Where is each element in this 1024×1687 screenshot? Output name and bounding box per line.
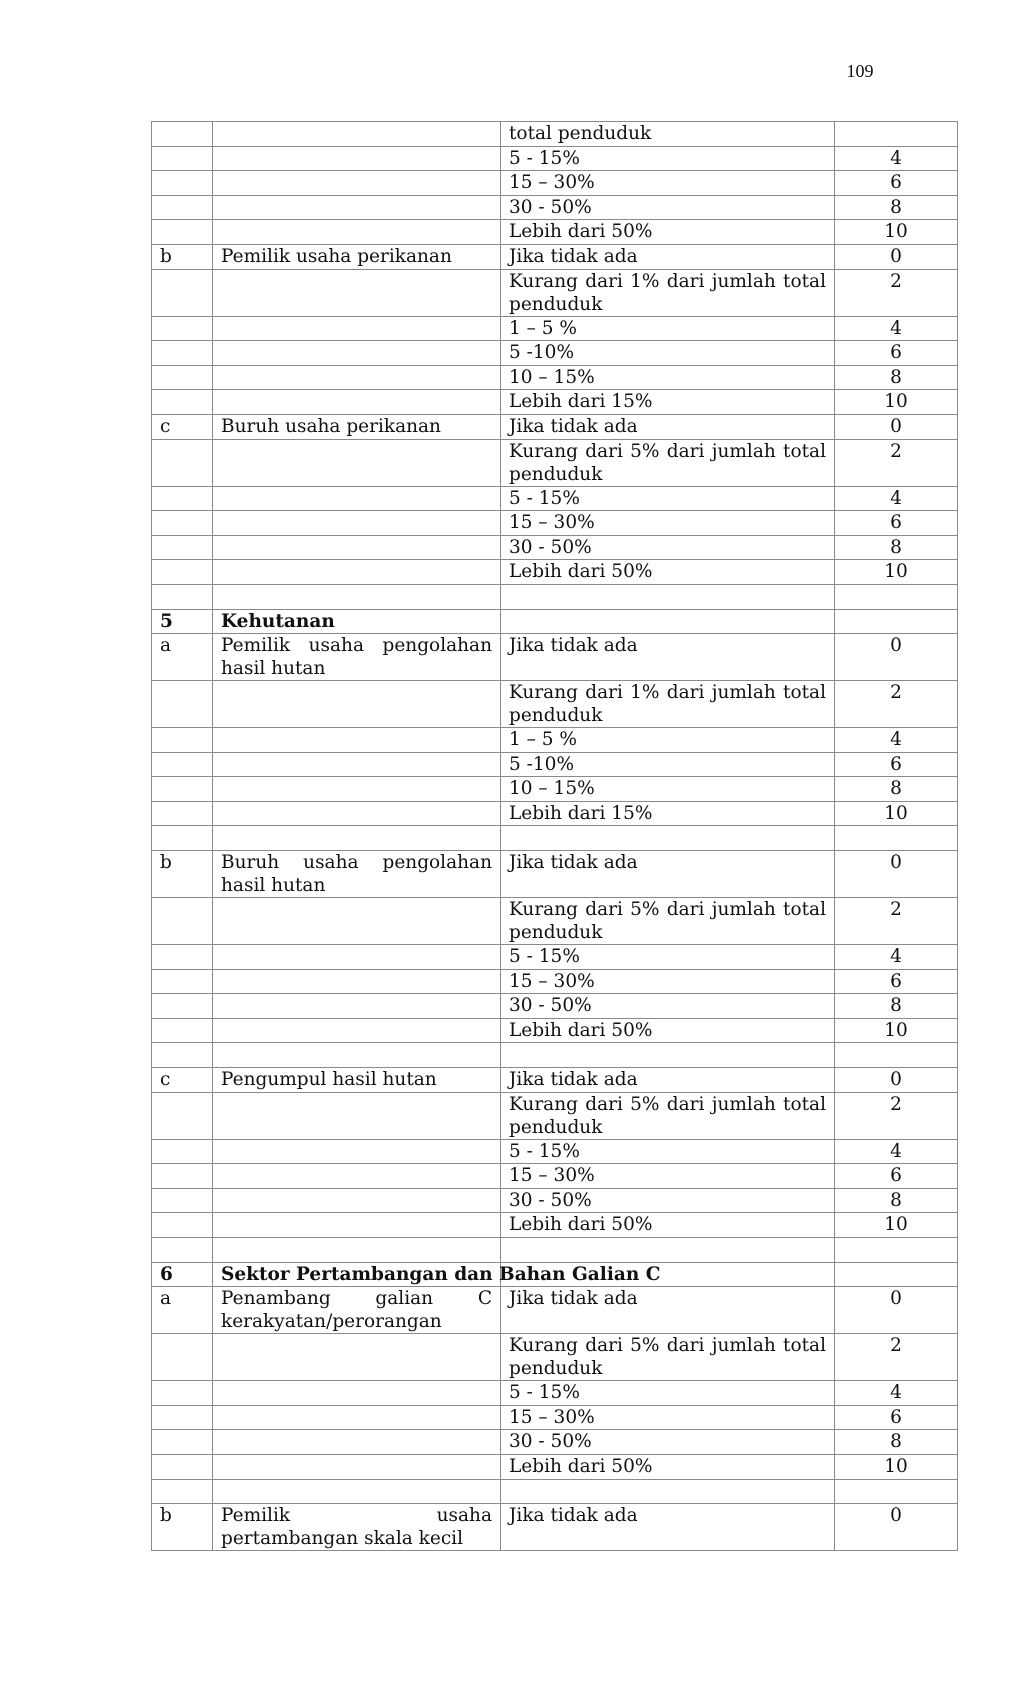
- row-number-cell: [152, 969, 213, 994]
- row-number-cell: [152, 220, 213, 245]
- table-row: [152, 584, 958, 609]
- row-description-cell: [213, 269, 501, 316]
- table-row: [152, 945, 958, 970]
- table-row: [152, 1381, 958, 1406]
- row-score-cell: [835, 1479, 958, 1504]
- row-criteria-cell: Kurang dari 5% dari jumlah total penduduk: [501, 898, 835, 945]
- row-criteria-cell: Kurang dari 1% dari jumlah total penduduk: [501, 269, 835, 316]
- row-score-cell: 0: [835, 1287, 958, 1334]
- row-description-cell: [213, 728, 501, 753]
- row-score-cell: 8: [835, 1188, 958, 1213]
- row-criteria-cell: Jika tidak ada: [501, 1287, 835, 1334]
- row-criteria-cell: Kurang dari 1% dari jumlah total penduduk: [501, 681, 835, 728]
- row-number-cell: 6: [152, 1262, 213, 1287]
- row-score-cell: 0: [835, 414, 958, 439]
- row-score-cell: 4: [835, 486, 958, 511]
- row-number-cell: [152, 1479, 213, 1504]
- table-row: [152, 1334, 958, 1381]
- row-number-cell: [152, 1381, 213, 1406]
- row-description-cell: Pemilik usaha pengolahan hasil hutan: [213, 634, 501, 681]
- table-row: [152, 609, 958, 634]
- page-number: 109: [846, 61, 874, 81]
- row-criteria-cell: 5 -10%: [501, 341, 835, 366]
- row-description-cell: [213, 584, 501, 609]
- row-criteria-cell: 5 - 15%: [501, 1139, 835, 1164]
- row-number-cell: [152, 1238, 213, 1263]
- table-row: [152, 122, 958, 147]
- row-description-cell: [213, 560, 501, 585]
- row-description-cell: [213, 752, 501, 777]
- row-criteria-cell: 15 – 30%: [501, 1405, 835, 1430]
- row-criteria-cell: 15 – 30%: [501, 969, 835, 994]
- row-number-cell: [152, 777, 213, 802]
- row-score-cell: [835, 1262, 958, 1287]
- row-score-cell: 6: [835, 171, 958, 196]
- row-description-cell: Sektor Pertambangan dan Bahan Galian C: [213, 1262, 501, 1287]
- row-number-cell: [152, 1139, 213, 1164]
- row-number-cell: [152, 826, 213, 851]
- table-row: [152, 634, 958, 681]
- row-criteria-cell: 5 - 15%: [501, 945, 835, 970]
- row-description-cell: [213, 1043, 501, 1068]
- table-row: [152, 681, 958, 728]
- table-row: [152, 439, 958, 486]
- row-criteria-cell: Kurang dari 5% dari jumlah total penduduk: [501, 1092, 835, 1139]
- row-number-cell: b: [152, 244, 213, 269]
- row-criteria-cell: Jika tidak ada: [501, 414, 835, 439]
- row-criteria-cell: total penduduk: [501, 122, 835, 147]
- row-description-cell: [213, 1139, 501, 1164]
- row-criteria-cell: Jika tidak ada: [501, 244, 835, 269]
- table-row: [152, 1262, 958, 1287]
- row-score-cell: 2: [835, 1334, 958, 1381]
- row-criteria-cell: 15 – 30%: [501, 1164, 835, 1189]
- row-number-cell: b: [152, 1504, 213, 1551]
- row-description-cell: [213, 826, 501, 851]
- row-description-cell: [213, 316, 501, 341]
- row-number-cell: [152, 1405, 213, 1430]
- row-criteria-cell: 15 – 30%: [501, 511, 835, 536]
- table-row: [152, 752, 958, 777]
- table-row: [152, 801, 958, 826]
- row-score-cell: 8: [835, 1430, 958, 1455]
- row-number-cell: [152, 269, 213, 316]
- table-row: [152, 146, 958, 171]
- row-description-cell: [213, 801, 501, 826]
- row-description-cell: [213, 486, 501, 511]
- row-score-cell: 0: [835, 1504, 958, 1551]
- table-row: [152, 511, 958, 536]
- row-score-cell: 2: [835, 1092, 958, 1139]
- row-score-cell: 8: [835, 365, 958, 390]
- row-number-cell: [152, 511, 213, 536]
- row-number-cell: [152, 1018, 213, 1043]
- row-score-cell: 4: [835, 945, 958, 970]
- row-criteria-cell: 30 - 50%: [501, 195, 835, 220]
- row-description-cell: [213, 146, 501, 171]
- table-row: [152, 898, 958, 945]
- table-row: [152, 1454, 958, 1479]
- row-criteria-cell: Lebih dari 50%: [501, 1018, 835, 1043]
- row-description-cell: [213, 439, 501, 486]
- row-description-cell: [213, 1479, 501, 1504]
- table-row: [152, 1504, 958, 1551]
- row-criteria-cell: [501, 584, 835, 609]
- row-criteria-cell: 10 – 15%: [501, 777, 835, 802]
- table-row: [152, 1430, 958, 1455]
- table-row: [152, 365, 958, 390]
- row-criteria-cell: 5 - 15%: [501, 146, 835, 171]
- row-criteria-cell: 30 - 50%: [501, 1188, 835, 1213]
- row-number-cell: [152, 1092, 213, 1139]
- table-row: [152, 1164, 958, 1189]
- row-score-cell: [835, 609, 958, 634]
- row-number-cell: [152, 1454, 213, 1479]
- table-row: [152, 1092, 958, 1139]
- row-score-cell: 10: [835, 1213, 958, 1238]
- row-number-cell: [152, 945, 213, 970]
- row-description-cell: [213, 365, 501, 390]
- row-description-cell: [213, 1381, 501, 1406]
- row-score-cell: 10: [835, 1454, 958, 1479]
- table-row: [152, 728, 958, 753]
- row-number-cell: c: [152, 1068, 213, 1093]
- row-score-cell: 0: [835, 851, 958, 898]
- row-number-cell: [152, 486, 213, 511]
- row-number-cell: [152, 560, 213, 585]
- row-criteria-cell: 30 - 50%: [501, 994, 835, 1019]
- row-number-cell: [152, 1334, 213, 1381]
- row-score-cell: 8: [835, 777, 958, 802]
- row-description-cell: [213, 535, 501, 560]
- row-score-cell: 6: [835, 1405, 958, 1430]
- row-criteria-cell: 5 - 15%: [501, 1381, 835, 1406]
- table-row: [152, 195, 958, 220]
- row-description-cell: [213, 171, 501, 196]
- row-criteria-cell: [501, 1043, 835, 1068]
- row-criteria-cell: 15 – 30%: [501, 171, 835, 196]
- row-description-cell: Penambang galian C kerakyatan/perorangan: [213, 1287, 501, 1334]
- row-description-cell: [213, 1238, 501, 1263]
- row-number-cell: [152, 728, 213, 753]
- row-criteria-cell: 1 – 5 %: [501, 316, 835, 341]
- table-row: [152, 1188, 958, 1213]
- row-score-cell: 0: [835, 634, 958, 681]
- table-row: [152, 851, 958, 898]
- row-criteria-cell: [501, 826, 835, 851]
- row-number-cell: b: [152, 851, 213, 898]
- row-score-cell: 0: [835, 1068, 958, 1093]
- row-score-cell: 0: [835, 244, 958, 269]
- row-description-cell: [213, 1213, 501, 1238]
- row-criteria-cell: Jika tidak ada: [501, 851, 835, 898]
- row-description-cell: [213, 1164, 501, 1189]
- row-score-cell: [835, 1238, 958, 1263]
- row-number-cell: [152, 1043, 213, 1068]
- row-number-cell: a: [152, 1287, 213, 1334]
- row-description-cell: Pengumpul hasil hutan: [213, 1068, 501, 1093]
- table-row: [152, 1287, 958, 1334]
- row-number-cell: [152, 171, 213, 196]
- row-score-cell: [835, 826, 958, 851]
- row-criteria-cell: Lebih dari 15%: [501, 801, 835, 826]
- row-description-cell: [213, 1018, 501, 1043]
- table-row: [152, 826, 958, 851]
- row-criteria-cell: Jika tidak ada: [501, 634, 835, 681]
- row-score-cell: 2: [835, 439, 958, 486]
- row-description-cell: Pemilik usaha perikanan: [213, 244, 501, 269]
- row-number-cell: [152, 122, 213, 147]
- row-criteria-cell: [501, 1238, 835, 1263]
- row-criteria-cell: [501, 609, 835, 634]
- row-criteria-cell: 10 – 15%: [501, 365, 835, 390]
- row-number-cell: [152, 390, 213, 415]
- row-description-cell: [213, 390, 501, 415]
- row-number-cell: [152, 1430, 213, 1455]
- row-number-cell: [152, 341, 213, 366]
- table-row: [152, 1213, 958, 1238]
- row-criteria-cell: Lebih dari 15%: [501, 390, 835, 415]
- row-description-cell: [213, 1188, 501, 1213]
- row-score-cell: 6: [835, 511, 958, 536]
- row-score-cell: 4: [835, 1381, 958, 1406]
- row-score-cell: 8: [835, 535, 958, 560]
- table-row: [152, 1139, 958, 1164]
- row-criteria-cell: 5 -10%: [501, 752, 835, 777]
- row-score-cell: [835, 122, 958, 147]
- row-description-cell: Buruh usaha perikanan: [213, 414, 501, 439]
- row-criteria-cell: Lebih dari 50%: [501, 220, 835, 245]
- table-row: [152, 341, 958, 366]
- row-number-cell: [152, 195, 213, 220]
- row-number-cell: [152, 681, 213, 728]
- row-description-cell: Pemilik usaha pertambangan skala kecil: [213, 1504, 501, 1551]
- row-score-cell: [835, 584, 958, 609]
- row-description-cell: Kehutanan: [213, 609, 501, 634]
- row-criteria-cell: 30 - 50%: [501, 535, 835, 560]
- row-number-cell: [152, 535, 213, 560]
- row-description-cell: [213, 969, 501, 994]
- row-score-cell: 10: [835, 560, 958, 585]
- table-row: [152, 316, 958, 341]
- row-score-cell: 6: [835, 752, 958, 777]
- row-score-cell: 10: [835, 390, 958, 415]
- row-score-cell: 2: [835, 269, 958, 316]
- row-description-cell: [213, 195, 501, 220]
- row-score-cell: 4: [835, 146, 958, 171]
- row-number-cell: [152, 1188, 213, 1213]
- row-description-cell: Buruh usaha pengolahan hasil hutan: [213, 851, 501, 898]
- scoring-table: [151, 121, 958, 1551]
- row-score-cell: 6: [835, 1164, 958, 1189]
- row-description-cell: [213, 994, 501, 1019]
- row-score-cell: 10: [835, 801, 958, 826]
- table-row: [152, 1405, 958, 1430]
- row-criteria-cell: 1 – 5 %: [501, 728, 835, 753]
- row-criteria-cell: 5 - 15%: [501, 486, 835, 511]
- table-row: [152, 390, 958, 415]
- row-description-cell: [213, 122, 501, 147]
- row-criteria-cell: Kurang dari 5% dari jumlah total penduduk: [501, 439, 835, 486]
- row-description-cell: [213, 1334, 501, 1381]
- row-description-cell: [213, 681, 501, 728]
- table-row: [152, 560, 958, 585]
- row-score-cell: 4: [835, 1139, 958, 1164]
- row-description-cell: [213, 1405, 501, 1430]
- table-row: [152, 1068, 958, 1093]
- row-criteria-cell: Jika tidak ada: [501, 1504, 835, 1551]
- row-score-cell: 4: [835, 728, 958, 753]
- table-row: [152, 969, 958, 994]
- row-number-cell: 5: [152, 609, 213, 634]
- row-number-cell: [152, 365, 213, 390]
- row-criteria-cell: Lebih dari 50%: [501, 560, 835, 585]
- row-number-cell: [152, 994, 213, 1019]
- table-row: [152, 414, 958, 439]
- row-number-cell: [152, 584, 213, 609]
- table-row: [152, 269, 958, 316]
- table-row: [152, 1018, 958, 1043]
- table-row: [152, 244, 958, 269]
- row-score-cell: 2: [835, 898, 958, 945]
- row-criteria-cell: [501, 1479, 835, 1504]
- table-row: [152, 1238, 958, 1263]
- row-score-cell: 10: [835, 1018, 958, 1043]
- row-score-cell: 2: [835, 681, 958, 728]
- row-description-cell: [213, 1454, 501, 1479]
- table-row: [152, 535, 958, 560]
- row-description-cell: [213, 945, 501, 970]
- row-number-cell: [152, 439, 213, 486]
- row-score-cell: 6: [835, 969, 958, 994]
- row-description-cell: [213, 1430, 501, 1455]
- row-criteria-cell: 30 - 50%: [501, 1430, 835, 1455]
- row-criteria-cell: Lebih dari 50%: [501, 1454, 835, 1479]
- row-score-cell: [835, 1043, 958, 1068]
- row-number-cell: [152, 752, 213, 777]
- table-row: [152, 1479, 958, 1504]
- row-criteria-cell: Jika tidak ada: [501, 1068, 835, 1093]
- row-description-cell: [213, 511, 501, 536]
- row-number-cell: [152, 1213, 213, 1238]
- table-row: [152, 1043, 958, 1068]
- row-score-cell: 4: [835, 316, 958, 341]
- row-description-cell: [213, 1092, 501, 1139]
- row-number-cell: [152, 1164, 213, 1189]
- row-number-cell: a: [152, 634, 213, 681]
- row-score-cell: 10: [835, 220, 958, 245]
- row-number-cell: [152, 801, 213, 826]
- row-number-cell: [152, 316, 213, 341]
- table-row: [152, 777, 958, 802]
- table-row: [152, 171, 958, 196]
- row-description-cell: [213, 341, 501, 366]
- table-row: [152, 486, 958, 511]
- row-criteria-cell: Lebih dari 50%: [501, 1213, 835, 1238]
- row-description-cell: [213, 898, 501, 945]
- row-description-cell: [213, 777, 501, 802]
- row-number-cell: [152, 898, 213, 945]
- row-number-cell: c: [152, 414, 213, 439]
- row-number-cell: [152, 146, 213, 171]
- table-row: [152, 994, 958, 1019]
- row-score-cell: 8: [835, 994, 958, 1019]
- table-body: [152, 122, 958, 1551]
- row-description-cell: [213, 220, 501, 245]
- table-row: [152, 220, 958, 245]
- row-criteria-cell: Kurang dari 5% dari jumlah total penduduk: [501, 1334, 835, 1381]
- row-score-cell: 6: [835, 341, 958, 366]
- row-score-cell: 8: [835, 195, 958, 220]
